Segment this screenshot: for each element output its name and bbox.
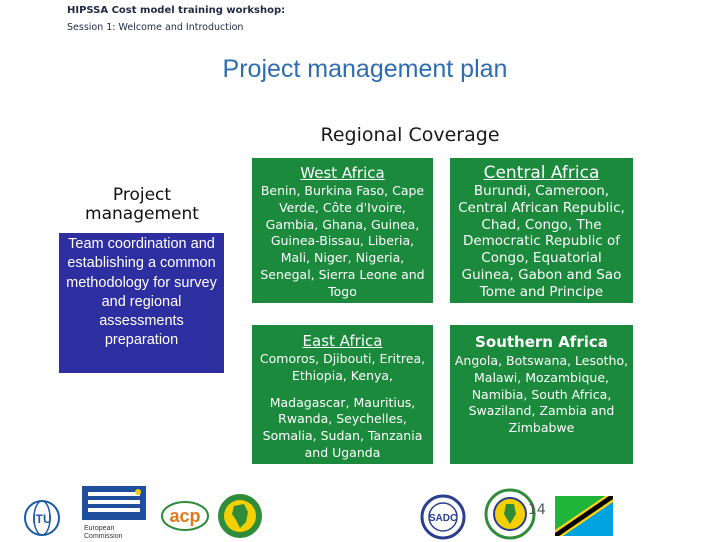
region-central-title: Central Africa: [483, 163, 600, 183]
region-southern-title: Southern Africa: [475, 333, 608, 351]
header-line-2: Session 1: Welcome and Introduction: [67, 22, 244, 33]
sadc-logo-text: SADC: [428, 513, 458, 524]
footer-logos: [0, 478, 720, 540]
itu-logo: [22, 498, 62, 538]
tanzania-flag: [555, 496, 613, 536]
page-number: 14: [528, 502, 546, 518]
header-line-1: HIPSSA Cost model training workshop:: [67, 5, 286, 16]
ec-logo-text-2: Commission: [84, 533, 123, 540]
european-commission-logo: [78, 484, 150, 542]
region-west-africa: [252, 158, 433, 303]
acp-logo-text: acp: [169, 506, 201, 526]
region-central-africa: [450, 158, 633, 303]
african-union-emblem: [216, 492, 264, 540]
ec-logo-text-1: European: [84, 525, 115, 532]
region-west-title: West Africa: [300, 164, 385, 182]
region-west-countries: Benin, Burkina Faso, Cape Verde, Côte d'Ivoire, Gambia, Ghana, Guinea, Guinea-Bissau, Liberia, Mali, Niger, Nigeria, Senegal, Sierra Leone and Togo: [260, 183, 425, 299]
slide-title: Project management plan: [222, 55, 508, 83]
region-southern-africa: [450, 325, 633, 464]
region-east-africa: [252, 325, 433, 464]
project-management-text: Team coordination and establishing a common methodology for survey and regional assessments preparation: [66, 236, 217, 349]
region-east-title: East Africa: [302, 332, 383, 350]
itu-logo-text: ITU: [32, 512, 52, 526]
sadc-logo: [420, 494, 466, 540]
project-management-box: [59, 233, 224, 373]
region-southern-countries: Angola, Botswana, Lesotho, Malawi, Mozambique, Namibia, South Africa, Swaziland, Zambia and Zimbabwe: [454, 353, 629, 436]
region-east-countries-2: Madagascar, Mauritius, Rwanda, Seychelles, Somalia, Sudan, Tanzania and Uganda: [262, 394, 423, 460]
slide-subtitle: Regional Coverage: [320, 124, 500, 146]
acp-logo: [160, 498, 210, 534]
project-management-heading: Project management: [85, 185, 199, 224]
region-east-countries-1: Comoros, Djibouti, Eritrea, Ethiopia, Kenya,: [259, 351, 426, 383]
region-central-countries: Burundi, Cameroon, Central African Republic, Chad, Congo, The Democratic Republic of Congo, Equatorial Guinea, Gabon and Sao Tome and Principe: [458, 183, 625, 300]
